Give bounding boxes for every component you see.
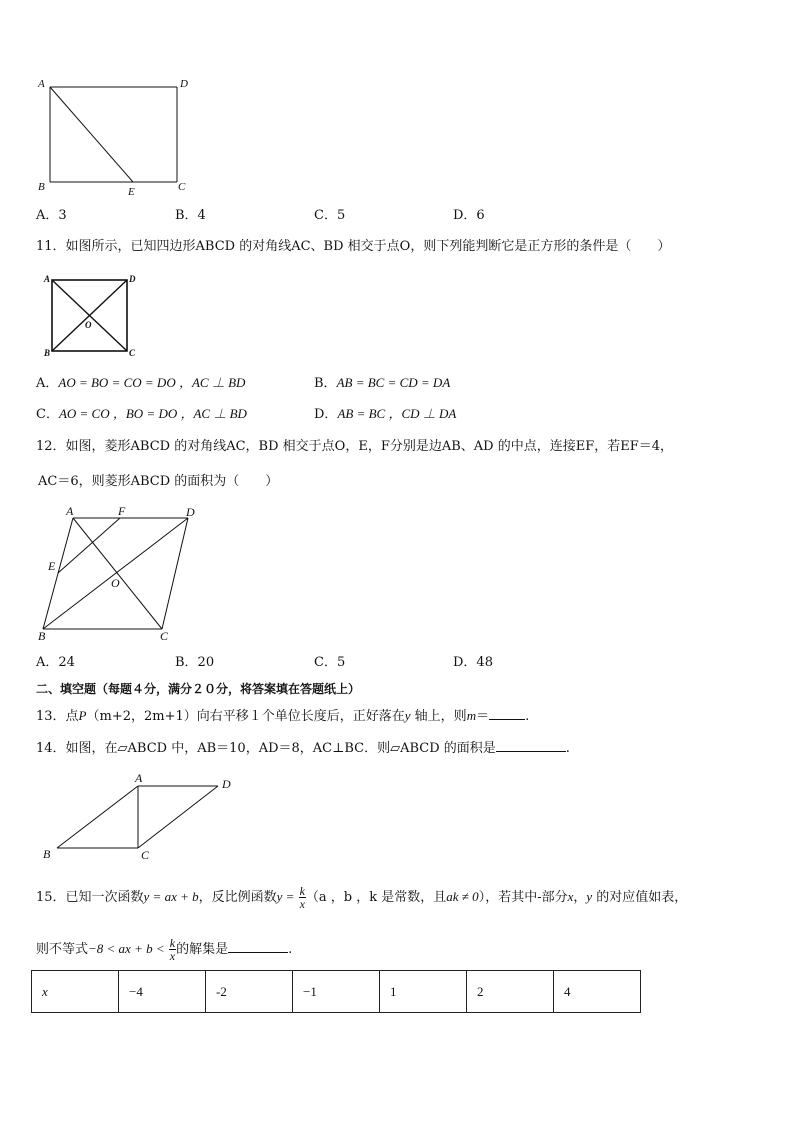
q13-p: P <box>78 708 87 723</box>
q15-fraction-k-over-x-2 <box>169 937 176 962</box>
q15-f1: y = ax + b <box>143 889 199 904</box>
fig10-label-e: E <box>128 186 135 198</box>
q13-pre: 13．点 <box>36 709 79 724</box>
table-cell: -2 <box>206 971 293 1013</box>
q15-frac-num: k <box>299 884 305 898</box>
fig12-label-d: D <box>186 505 195 519</box>
q10-option-b: B．4 <box>175 208 206 223</box>
table-cell-x-header: x <box>32 971 119 1013</box>
q13-post: ＝ <box>476 709 490 724</box>
fig12-label-b: B <box>38 629 46 643</box>
section-fill-in-heading: 二、填空题（每题４分，满分２０分，将答案填在答题纸上） <box>36 682 361 696</box>
table-cell: 2 <box>467 971 554 1013</box>
q15-question-line1 <box>36 880 687 915</box>
q11-question: 11．如图所示，已知四边形ABCD 的对角线AC、BD 相交于点O，则下列能判断它是正方形的条件是（ ） <box>36 239 671 254</box>
q13-m: m <box>466 708 477 723</box>
q15-comma: ， <box>573 890 587 905</box>
q15-frac-den: x <box>299 897 305 911</box>
q12-option-c: C．5 <box>314 655 346 670</box>
q15-p3: （a ，b ，k 是常数，且 <box>305 890 447 905</box>
fig12-label-a: A <box>66 504 74 518</box>
q15-value-table <box>31 970 641 1013</box>
q15-l2c: 的解集是 <box>176 942 229 957</box>
q13-coords: （m+2，2m+1）向右平移１个单位长度后，正好落在 <box>86 709 405 724</box>
q15-f3: ak ≠ 0 <box>446 889 479 904</box>
q10-option-c: C．5 <box>314 208 346 223</box>
fig11-label-a: A <box>44 274 51 284</box>
fig14-label-a: A <box>135 771 143 785</box>
q11-option-c-expr: AO = CO ，BO = DO ，AC ⊥ BD <box>58 406 247 421</box>
q15-p2: ，反比例函数 <box>198 890 277 905</box>
q15-p5: 的对应值如表， <box>592 890 688 905</box>
q11-option-a-letter: A． <box>36 376 59 391</box>
table-cell: −1 <box>293 971 380 1013</box>
table-cell: 1 <box>380 971 467 1013</box>
q13-end: . <box>525 709 530 724</box>
q15-frac2-den: x <box>169 949 176 963</box>
fig14-label-d: D <box>222 777 231 791</box>
fig14-label-c: C <box>141 848 150 862</box>
fig10-label-b: B <box>38 181 45 193</box>
q13-mid: 轴上，则 <box>410 709 467 724</box>
q15-l2b: −8 < ax + b < <box>88 941 165 956</box>
table-cell: −4 <box>119 971 206 1013</box>
q11-option-d-expr: AB = BC ，CD ⊥ DA <box>337 406 457 421</box>
q15-question-line2 <box>36 932 292 967</box>
q12-option-a: A．24 <box>36 655 75 670</box>
q11-option-a-expr: AO = BO = CO = DO ，AC ⊥ BD <box>58 375 246 390</box>
q10-option-a: A．3 <box>36 208 67 223</box>
q12-option-b: B．20 <box>175 655 215 670</box>
table-cell: 4 <box>554 971 641 1013</box>
q14-end: . <box>565 741 570 756</box>
q15-l2d: . <box>288 942 293 957</box>
q15-x2: x <box>567 889 574 904</box>
q15-p1: 15．已知一次函数 <box>36 890 144 905</box>
q11-option-c-letter: C． <box>36 407 59 422</box>
q12-question-line1: 12．如图，菱形ABCD 的对角线AC，BD 相交于点O，E，F分别是边AB、AD 的中点，连接EF，若EF＝4， <box>36 439 674 454</box>
fig12-label-c: C <box>160 629 169 643</box>
fig14-label-b: B <box>43 847 51 861</box>
fig12-label-f: F <box>118 504 126 518</box>
q11-option-d-letter: D． <box>314 407 338 422</box>
q15-fraction-k-over-x <box>299 885 306 910</box>
fig12-label-o: O <box>111 576 120 590</box>
fig12-label-e: E <box>48 559 56 573</box>
q11-option-b-letter: B． <box>314 376 337 391</box>
fig11-label-c: C <box>129 348 136 358</box>
q13-y: y <box>404 708 411 723</box>
q11-option-b-expr: AB = BC = CD = DA <box>336 375 451 390</box>
q15-y2: y <box>586 889 593 904</box>
fig11-label-b: B <box>44 348 51 358</box>
q15-l2a: 则不等式 <box>36 942 89 957</box>
fig11-label-o: O <box>85 320 92 330</box>
fig10-label-a: A <box>38 78 45 90</box>
fig10-label-c: C <box>178 181 186 193</box>
q10-option-d: D．6 <box>453 208 485 223</box>
table-row <box>32 971 641 1013</box>
q15-p4: ），若其中-部分 <box>478 890 568 905</box>
q12-question-line2: AC＝6，则菱形ABCD 的面积为（ ） <box>38 474 279 489</box>
q14-text: 14．如图，在▱ABCD 中，AB＝10，AD＝8，AC⊥BC．则▱ABCD 的面积是 <box>36 741 496 756</box>
q15-frac2-num: k <box>169 936 176 950</box>
q12-option-d: D．48 <box>453 655 493 670</box>
q15-answer-blank[interactable] <box>228 939 288 953</box>
parallelogram-abcd <box>57 786 218 848</box>
q15-f2: y = <box>276 889 295 904</box>
fig10-label-d: D <box>180 78 188 90</box>
fig11-label-d: D <box>129 274 136 284</box>
